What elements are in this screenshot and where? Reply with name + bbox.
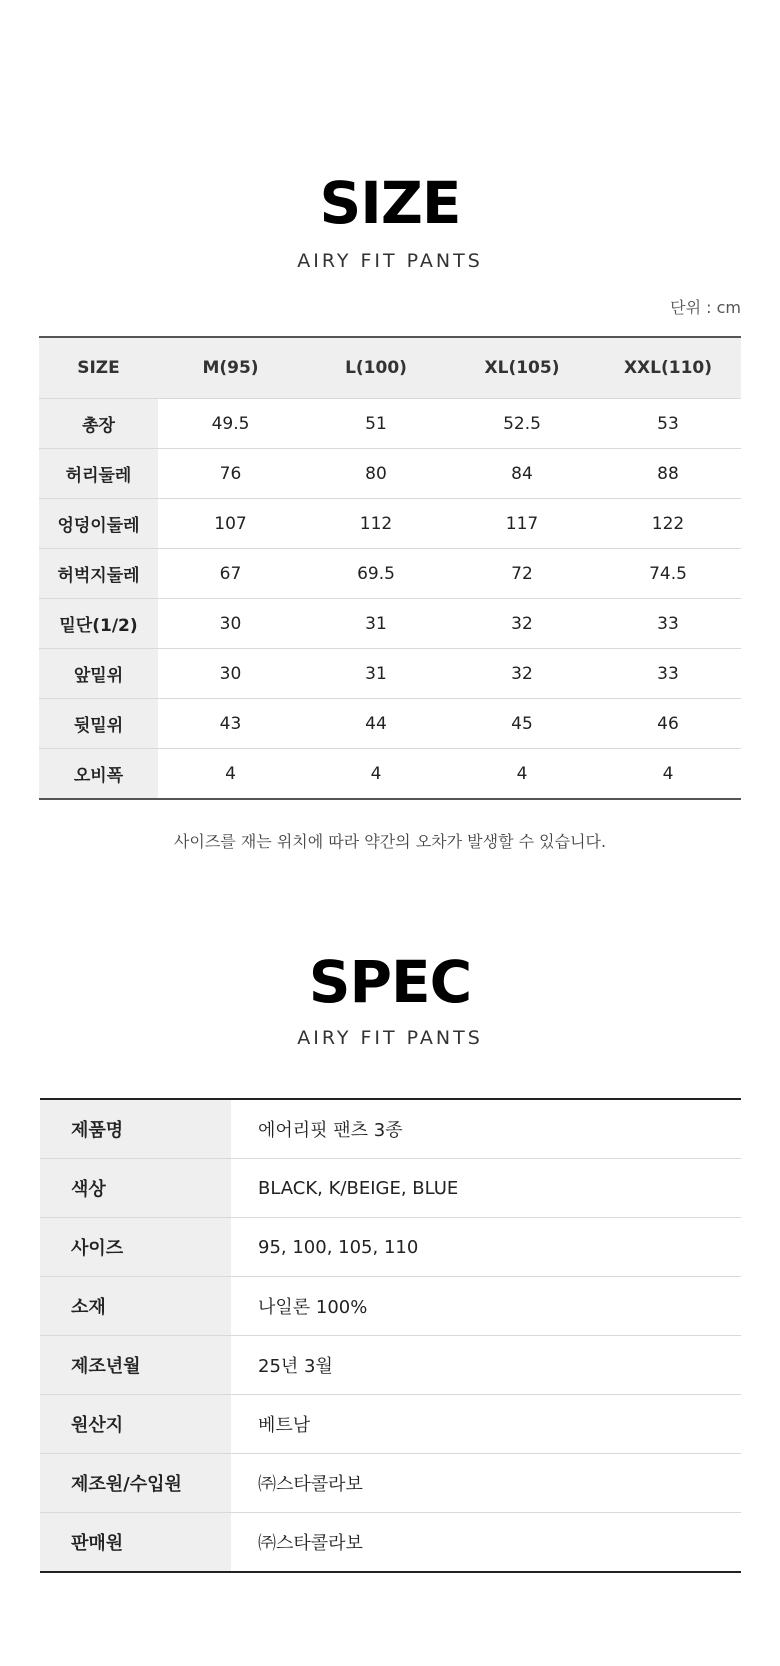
row-label: 엉덩이둘레 (39, 499, 158, 549)
table-cell: 51 (303, 399, 449, 449)
table-cell: 33 (595, 599, 741, 649)
table-cell: 30 (158, 649, 303, 699)
table-cell: 52.5 (449, 399, 595, 449)
spec-row (40, 1336, 741, 1395)
row-label: 허벅지둘레 (39, 549, 158, 599)
row-label: 오비폭 (39, 749, 158, 800)
table-cell: 69.5 (303, 549, 449, 599)
table-row (39, 649, 741, 699)
row-label: 밑단(1/2) (39, 599, 158, 649)
row-label: 뒷밑위 (39, 699, 158, 749)
row-label: 앞밑위 (39, 649, 158, 699)
row-label: 총장 (39, 399, 158, 449)
spec-label: 색상 (40, 1159, 231, 1218)
spec-label: 사이즈 (40, 1218, 231, 1277)
spec-value: 95, 100, 105, 110 (231, 1218, 741, 1277)
table-cell: 4 (370, 763, 382, 784)
table-cell: 72 (449, 549, 595, 599)
size-table (39, 336, 741, 800)
table-cell: 4 (516, 763, 528, 784)
table-cell: 107 (158, 499, 303, 549)
table-cell: 30 (158, 599, 303, 649)
table-cell: 117 (449, 499, 595, 549)
spec-value: 베트남 (231, 1395, 741, 1454)
measurement-note: 사이즈를 재는 위치에 따라 약간의 오차가 발생할 수 있습니다. (173, 832, 607, 851)
table-cell: 32 (449, 649, 595, 699)
column-header: SIZE (39, 337, 158, 399)
spec-label: 제조년월 (40, 1336, 231, 1395)
table-row (39, 449, 741, 499)
table-cell: 122 (595, 499, 741, 549)
table-row (39, 549, 741, 599)
spec-value: ㈜스타콜라보 (231, 1454, 741, 1513)
table-cell: 53 (595, 399, 741, 449)
table-cell: 88 (595, 449, 741, 499)
spec-label: 판매원 (40, 1513, 231, 1573)
spec-label: 제조원/수입원 (40, 1454, 231, 1513)
table-cell: 46 (595, 699, 741, 749)
spec-value: 25년 3월 (231, 1336, 741, 1395)
spec-subtitle: AIRY FIT PANTS (297, 1027, 483, 1049)
table-cell: 31 (303, 599, 449, 649)
table-cell: 4 (225, 763, 236, 784)
spec-row (40, 1513, 741, 1573)
table-row (39, 699, 741, 749)
table-row (39, 399, 741, 449)
spec-value: BLACK, K/BEIGE, BLUE (231, 1159, 741, 1218)
spec-row (40, 1395, 741, 1454)
table-row (39, 499, 741, 549)
size-table-header (39, 337, 741, 399)
spec-row (40, 1159, 741, 1218)
table-cell: 45 (449, 699, 595, 749)
table-cell: 4 (662, 763, 674, 784)
column-header: XL(105) (449, 337, 595, 399)
table-cell: 49.5 (158, 399, 303, 449)
spec-label: 소재 (40, 1277, 231, 1336)
table-cell: 31 (303, 649, 449, 699)
spec-value: ㈜스타콜라보 (258, 1533, 363, 1554)
spec-row (40, 1454, 741, 1513)
spec-value: 에어리핏 팬츠 3종 (231, 1099, 741, 1159)
table-cell: 33 (595, 649, 741, 699)
table-cell: 84 (449, 449, 595, 499)
unit-label: 단위 : cm (670, 298, 741, 317)
spec-label: 제품명 (40, 1099, 231, 1159)
column-header: M(95) (158, 337, 303, 399)
table-cell: 67 (158, 549, 303, 599)
column-header: XXL(110) (595, 337, 741, 399)
spec-table (40, 1098, 741, 1573)
spec-row (40, 1277, 741, 1336)
row-label: 허리둘레 (39, 449, 158, 499)
table-row (39, 599, 741, 649)
table-cell: 32 (449, 599, 595, 649)
size-subtitle: AIRY FIT PANTS (297, 250, 483, 272)
spec-value: 나일론 100% (231, 1277, 741, 1336)
table-cell: 112 (303, 499, 449, 549)
table-cell: 43 (158, 699, 303, 749)
spec-row (40, 1218, 741, 1277)
table-cell: 44 (303, 699, 449, 749)
table-cell: 80 (303, 449, 449, 499)
table-cell: 76 (158, 449, 303, 499)
size-title: SIZE (319, 169, 461, 237)
table-row (39, 749, 741, 800)
column-header: L(100) (303, 337, 449, 399)
spec-label: 원산지 (40, 1395, 231, 1454)
table-cell: 74.5 (595, 549, 741, 599)
spec-title: SPEC (308, 948, 472, 1016)
spec-row (40, 1099, 741, 1159)
